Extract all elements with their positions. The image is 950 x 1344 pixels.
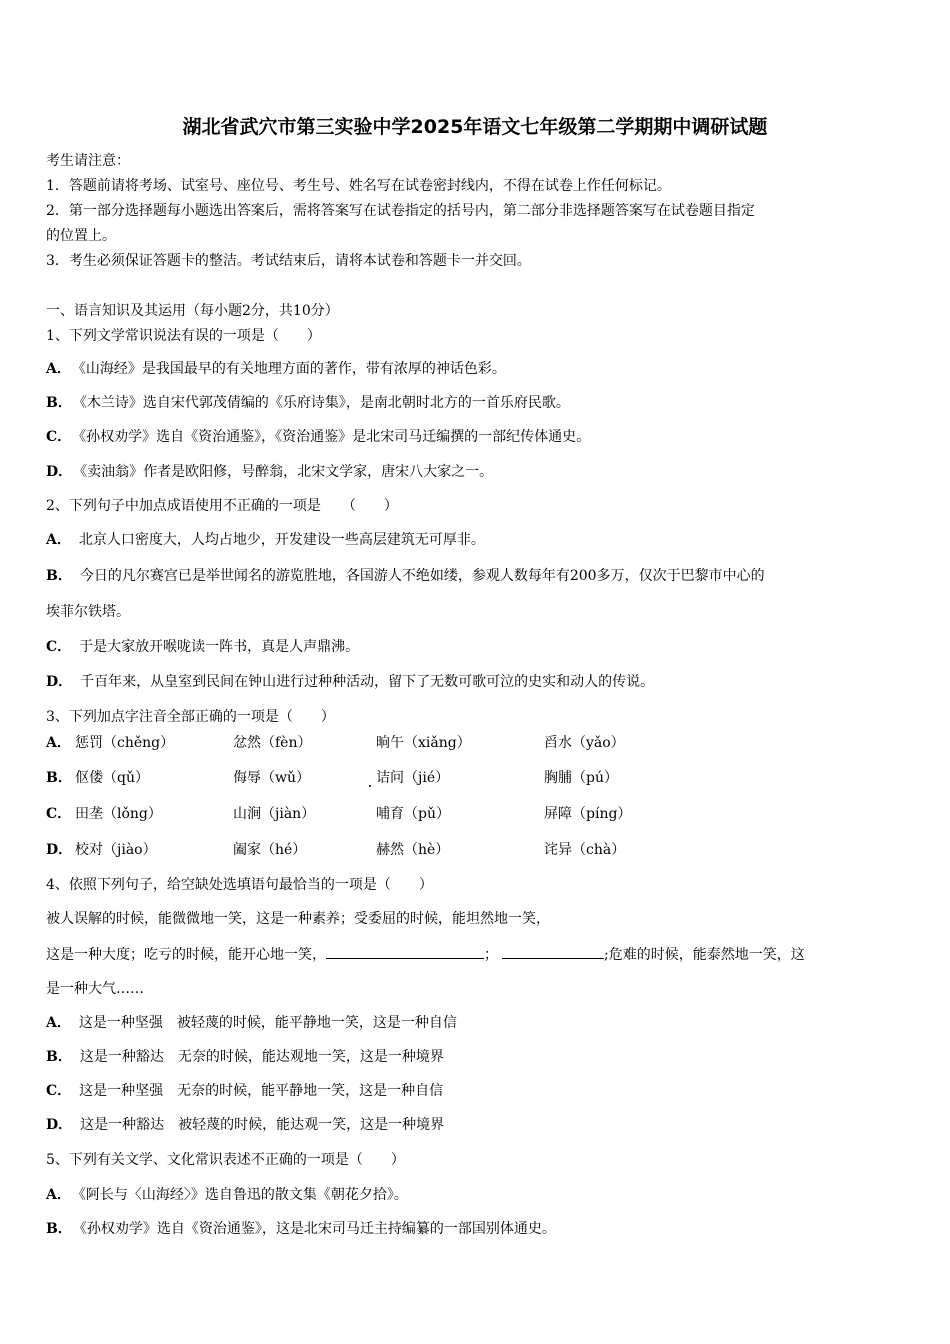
- option-row: [46, 1014, 457, 1032]
- question-stem: 2、下列句子中加点成语使用不正确的一项是 （ ）: [46, 498, 398, 514]
- pinyin-item: 诧异（chà）: [544, 842, 626, 858]
- notice-item: 的位置上。: [46, 228, 116, 244]
- pinyin-item: 田垄（lǒng）: [75, 806, 162, 822]
- pinyin-item: 胸脯（pú）: [544, 770, 618, 786]
- option-label: C．: [46, 639, 72, 655]
- option-text: 《孙权劝学》选自《资治通鉴》，《资治通鉴》是北宋司马迁编撰的一部纪传体通史。: [79, 429, 591, 445]
- option-text: 埃菲尔铁塔。: [46, 604, 130, 620]
- option-row: [46, 394, 570, 412]
- pinyin-item: 惩罚（chěng）: [75, 735, 175, 751]
- option-row: [46, 1048, 444, 1066]
- option-text: 这是一种豁达 被轻蔑的时候，能达观一笑，这是一种境界: [80, 1117, 445, 1133]
- option-label: D．: [46, 464, 73, 480]
- option-row: [46, 1220, 556, 1238]
- option-label: C．: [46, 806, 72, 822]
- section-heading: 一、语言知识及其运用（每小题2分，共10分）: [46, 303, 339, 319]
- option-row: [46, 1116, 444, 1134]
- option-text: 千百年来，从皇室到民间在钟山进行过种种活动，留下了无数可歌可泣的史实和动人的传说。: [80, 674, 655, 690]
- option-label: A．: [46, 735, 71, 751]
- notice-heading: 考生请注意：: [46, 153, 130, 169]
- question-stem: 1、下列文学常识说法有误的一项是（ ）: [46, 328, 321, 344]
- option-text: 于是大家放开喉咙读一阵书，真是人声鼎沸。: [79, 639, 360, 655]
- option-row: [46, 1082, 443, 1100]
- option-label: B．: [46, 568, 72, 584]
- option-row-continued: [46, 603, 130, 621]
- option-text: 今日的凡尔赛宫已是举世闻名的游览胜地，各国游人不绝如缕，参观人数每年有200多万，仅次于巴黎市中心的: [79, 568, 765, 584]
- page-title: 湖北省武穴市第三实验中学2025年语文七年级第二学期期中调研试题: [182, 116, 768, 138]
- option-text: 《山海经》是我国最早的有关地理方面的著作，带有浓厚的神话色彩。: [78, 361, 506, 377]
- question-stem: 5、下列有关文学、文化常识表述不正确的一项是（ ）: [46, 1152, 405, 1168]
- option-row: [46, 567, 765, 585]
- option-label: B．: [46, 1221, 72, 1237]
- option-label: A．: [46, 361, 71, 377]
- pinyin-item: 诘问（jié）: [376, 770, 450, 786]
- option-row: [46, 463, 493, 481]
- notice-item: 3．考生必须保证答题卡的整洁。考试结束后，请将本试卷和答题卡一并交回。: [46, 253, 531, 269]
- option-text: 北京人口密度大，人均占地少，开发建设一些高层建筑无可厚非。: [78, 532, 485, 548]
- pinyin-item: 伛偻（qǔ）: [75, 770, 149, 786]
- pinyin-item: 忿然（fèn）: [233, 735, 312, 751]
- option-row: [46, 360, 506, 378]
- option-label: A．: [46, 532, 71, 548]
- option-label: B．: [46, 770, 72, 786]
- option-label: A．: [46, 1015, 71, 1031]
- pinyin-row: [46, 734, 79, 752]
- option-text: 这是一种坚强 被轻蔑的时候，能平静地一笑，这是一种自信: [78, 1015, 457, 1031]
- pinyin-item: 舀水（yǎo）: [544, 735, 625, 751]
- option-text: 《孙权劝学》选自《资治通鉴》，这是北宋司马迁主持编纂的一部国别体通史。: [79, 1221, 556, 1237]
- option-row: [46, 531, 485, 549]
- pinyin-item: 校对（jiào）: [75, 842, 157, 858]
- option-text: 《卖油翁》作者是欧阳修，号醉翁，北宋文学家，唐宋八大家之一。: [80, 464, 494, 480]
- option-row: [46, 638, 359, 656]
- passage-line: [46, 944, 805, 964]
- notice-item: 2．第一部分选择题每小题选出答案后，需将答案写在试卷指定的括号内，第二部分非选择题答案写在试卷题目指定: [46, 203, 755, 219]
- option-label: D．: [46, 674, 73, 690]
- emphasis-dot: [369, 785, 371, 787]
- fill-blank[interactable]: [326, 944, 484, 959]
- option-label: D．: [46, 1117, 73, 1133]
- option-text: 《阿长与〈山海经〉》选自鲁迅的散文集《朝花夕拾》。: [78, 1187, 408, 1203]
- option-text: 《木兰诗》选自宋代郭茂倩编的《乐府诗集》，是南北朝时北方的一首乐府民歌。: [79, 395, 570, 411]
- option-label: D．: [46, 842, 73, 858]
- option-text: 这是一种坚强 无奈的时候，能平静地一笑，这是一种自信: [79, 1083, 444, 1099]
- option-row: [46, 428, 590, 446]
- fill-blank[interactable]: [502, 944, 604, 959]
- pinyin-item: 屏障（píng）: [544, 806, 632, 822]
- passage-text: 这是一种大度；吃亏的时候，能开心地一笑，: [46, 947, 326, 963]
- option-label: B．: [46, 1049, 72, 1065]
- option-label: C．: [46, 429, 72, 445]
- passage-text: ；: [484, 947, 498, 963]
- pinyin-item: 侮辱（wǔ）: [233, 770, 310, 786]
- pinyin-item: 山涧（jiàn）: [233, 806, 316, 822]
- question-stem: 4、依照下列句子，给空缺处选填语句最恰当的一项是（ ）: [46, 877, 433, 893]
- option-text: 这是一种豁达 无奈的时候，能达观地一笑，这是一种境界: [79, 1049, 444, 1065]
- passage-line: 是一种大气……: [46, 981, 144, 997]
- pinyin-item: 阖家（hé）: [233, 842, 307, 858]
- option-label: B．: [46, 395, 72, 411]
- passage-line: 被人误解的时候，能微微地一笑，这是一种素养；受委屈的时候，能坦然地一笑，: [46, 911, 550, 927]
- option-row: [46, 673, 654, 691]
- option-label: C．: [46, 1083, 72, 1099]
- option-row: [46, 1186, 408, 1204]
- option-label: A．: [46, 1187, 71, 1203]
- question-stem: 3、下列加点字注音全部正确的一项是（ ）: [46, 709, 335, 725]
- pinyin-item: 晌午（xiǎng）: [376, 735, 471, 751]
- passage-text: ;危难的时候，能泰然地一笑，这: [604, 947, 805, 963]
- pinyin-item: 赫然（hè）: [376, 842, 450, 858]
- pinyin-item: 哺育（pǔ）: [376, 806, 450, 822]
- notice-item: 1．答题前请将考场、试室号、座位号、考生号、姓名写在试卷密封线内，不得在试卷上作任何标记。: [46, 178, 671, 194]
